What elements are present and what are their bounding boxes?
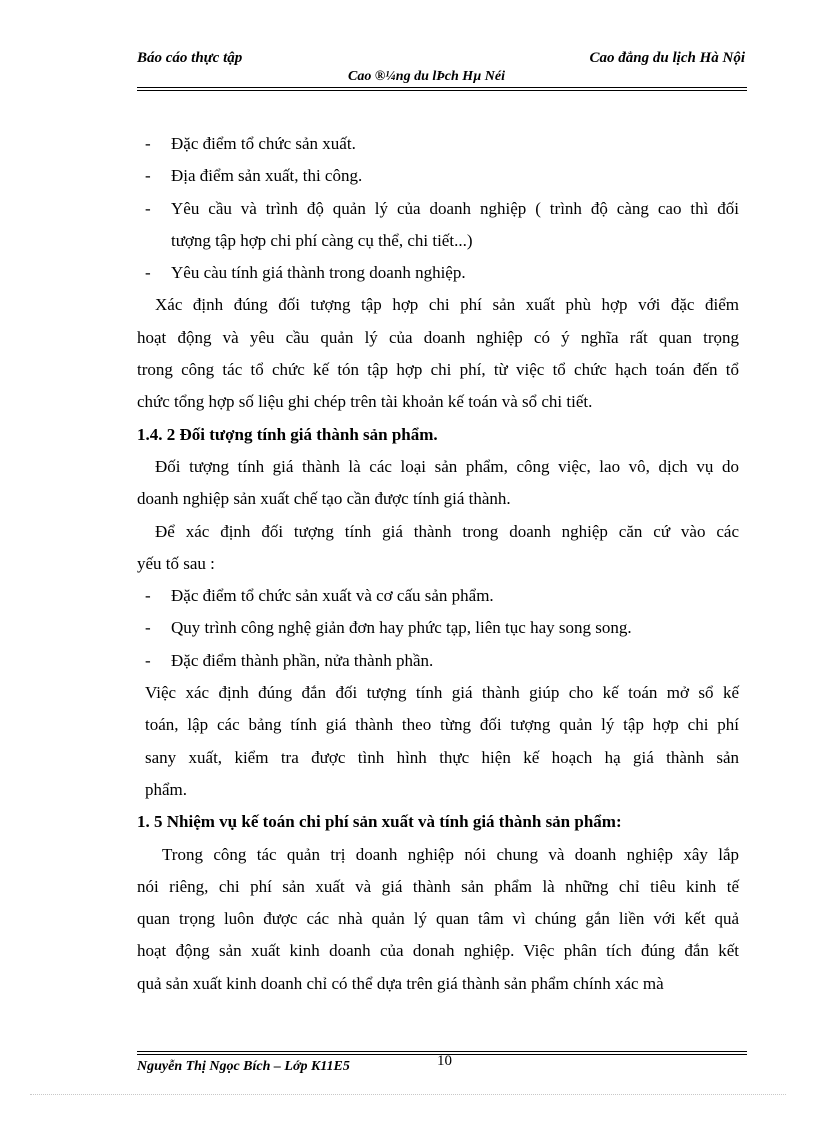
header-right-title: Cao đẳng du lịch Hà Nội — [589, 50, 745, 66]
bullet-dash: - — [145, 198, 151, 218]
bullet-item — [137, 612, 739, 644]
bullet-dash: - — [145, 166, 151, 186]
page-number: 10 — [437, 1053, 452, 1069]
bullet-item — [137, 257, 739, 289]
paragraph-line: trong công tác tổ chức kế tón tập hợp chi phí, từ việc tổ chức hạch toán đến tổ — [137, 360, 739, 380]
paragraph-line: Trong công tác quản trị doanh nghiệp nói chung và doanh nghiệp xây lắp — [162, 844, 739, 864]
paragraph-line: toán, lập các bảng tính giá thành theo từng đối tượng quản lý tập hợp chi phí — [145, 715, 739, 735]
header-rule-bottom — [137, 90, 747, 91]
bullet-text: Địa điểm sản xuất, thi công. — [171, 166, 363, 186]
paragraph-line: Đối tượng tính giá thành là các loại sản phẩm, công việc, lao vô, dịch vụ do — [155, 456, 739, 476]
bullet-dash: - — [145, 134, 151, 153]
document-body — [137, 128, 739, 1000]
bullet-text: Quy trình công nghệ giản đơn hay phức tạp, liên tục hay song song. — [171, 618, 632, 638]
bullet-text: Đặc điểm tổ chức sản xuất. — [171, 134, 356, 153]
paragraph-line: hoạt động sản xuất kinh doanh của donah nghiệp. Việc phân tích đúng đắn kết — [137, 941, 739, 961]
paragraph-line: yếu tố sau : — [137, 553, 215, 573]
bullet-dash: - — [145, 650, 151, 670]
paragraph-line: nói riêng, chi phí sản xuất và giá thành sản phẩm là những chỉ tiêu kinh tế — [137, 876, 739, 896]
bullet-item — [137, 160, 739, 192]
bullet-text: Đặc điểm tổ chức sản xuất và cơ cấu sản phẩm. — [171, 586, 494, 606]
paragraph-line: Để xác định đối tượng tính giá thành trong doanh nghiệp căn cứ vào các — [155, 521, 739, 541]
bullet-item — [137, 193, 739, 225]
paragraph-line: Xác định đúng đối tượng tập hợp chi phí sản xuất phù hợp với đặc điểm — [155, 295, 739, 315]
bullet-item — [137, 580, 739, 612]
paragraph-line: quan trọng luôn được các nhà quản lý quan tâm vì chúng gắn liền với kết quả — [137, 909, 739, 929]
paragraph-line: Việc xác định đúng đắn đối tượng tính giá thành giúp cho kế toán mở sổ kế — [145, 683, 739, 703]
footer-author: Nguyễn Thị Ngọc Bích – Lớp K11E5 — [137, 1059, 350, 1074]
header-rule-top — [137, 87, 747, 88]
paragraph-line: doanh nghiệp sản xuất chế tạo cần được tính giá thành. — [137, 489, 511, 509]
bullet-dash: - — [145, 263, 151, 283]
footer-rule-top — [137, 1051, 747, 1052]
paragraph-line: chức tổng hợp số liệu ghi chép trên tài khoản kế toán và sổ chi tiết. — [137, 392, 593, 412]
bullet-text: Đặc điểm thành phần, nửa thành phần. — [171, 650, 434, 670]
header-center-title: Cao ®¼ng du lÞch Hµ Néi — [348, 69, 505, 84]
bullet-item — [137, 128, 739, 160]
paragraph-line: hoạt động và yêu cầu quản lý của doanh nghiệp có ý nghĩa rất quan trọng — [137, 327, 739, 347]
section-heading: 1. 5 Nhiệm vụ kế toán chi phí sản xuất và tính giá thành sản phẩm: — [137, 812, 622, 832]
bullet-text: Yêu càu tính giá thành trong doanh nghiệp. — [171, 263, 466, 283]
bullet-item — [137, 645, 739, 677]
paragraph-line: phẩm. — [145, 779, 188, 799]
page-edge-divider — [30, 1094, 786, 1095]
bullet-dash: - — [145, 618, 151, 638]
paragraph-line: quả sản xuất kinh doanh chỉ có thể dựa trên giá thành sản phẩm chính xác mà — [137, 973, 664, 993]
paragraph-line: sany xuất, kiểm tra được tình hình thực hiện kế hoạch hạ giá thành sản — [145, 747, 739, 767]
bullet-text: Yêu cầu và trình độ quản lý của doanh nghiệp ( trình độ càng cao thì đối — [171, 198, 739, 218]
bullet-continuation: tượng tập hợp chi phí càng cụ thể, chi tiết...) — [171, 230, 473, 250]
section-heading: 1.4. 2 Đối tượng tính giá thành sản phẩm. — [137, 424, 438, 444]
bullet-dash: - — [145, 586, 151, 606]
header-left-title: Báo cáo thực tập — [137, 50, 243, 66]
